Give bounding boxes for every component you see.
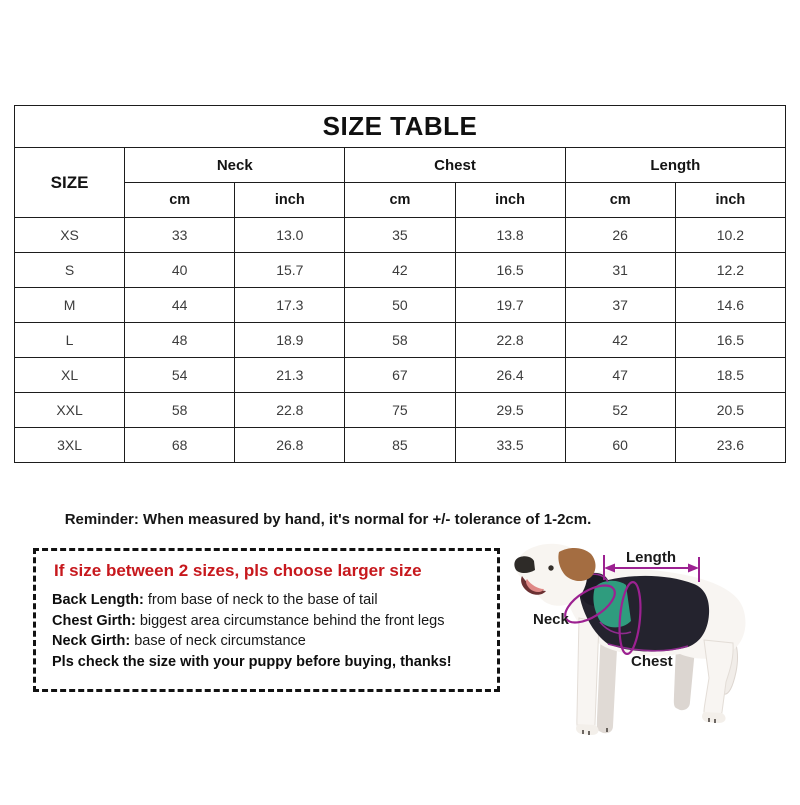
- note-footer: Pls check the size with your puppy before buying, thanks!: [52, 653, 452, 670]
- note-back-length-label: Back Length:: [52, 592, 144, 608]
- cell-length-cm: 37: [565, 288, 675, 323]
- cell-neck-cm: 68: [125, 428, 235, 463]
- cell-chest-inch: 33.5: [455, 428, 565, 463]
- table-unit-header-row: [15, 183, 786, 218]
- cell-size: XS: [15, 218, 125, 253]
- cell-neck-inch: 13.0: [235, 218, 345, 253]
- cell-neck-cm: 40: [125, 253, 235, 288]
- cell-length-inch: 12.2: [675, 253, 785, 288]
- cell-length-cm: 26: [565, 218, 675, 253]
- cell-neck-cm: 48: [125, 323, 235, 358]
- cell-neck-inch: 17.3: [235, 288, 345, 323]
- cell-neck-inch: 21.3: [235, 358, 345, 393]
- cell-chest-inch: 26.4: [455, 358, 565, 393]
- cell-neck-inch: 26.8: [235, 428, 345, 463]
- cell-length-inch: 10.2: [675, 218, 785, 253]
- table-row: [15, 428, 786, 463]
- cell-size: S: [15, 253, 125, 288]
- column-header-chest: Chest: [345, 148, 565, 183]
- note-chest-girth-label: Chest Girth:: [52, 612, 136, 629]
- cell-chest-cm: 42: [345, 253, 455, 288]
- cell-length-inch: 23.6: [675, 428, 785, 463]
- table-row: [15, 288, 786, 323]
- cell-size: M: [15, 288, 125, 323]
- size-table: [14, 105, 786, 463]
- cell-chest-inch: 16.5: [455, 253, 565, 288]
- column-header-neck: Neck: [125, 148, 345, 183]
- cell-chest-inch: 22.8: [455, 323, 565, 358]
- dog-front-leg: [577, 618, 599, 731]
- note-chest-girth: [52, 611, 487, 632]
- cell-length-cm: 42: [565, 323, 675, 358]
- table-row: [15, 218, 786, 253]
- cell-neck-cm: 58: [125, 393, 235, 428]
- cell-size: XXL: [15, 393, 125, 428]
- tolerance-reminder-text: Reminder: When measured by hand, it's normal for +/- tolerance of 1-2cm.: [64, 511, 592, 528]
- note-back-length-text: from base of neck to the base of tail: [147, 592, 378, 608]
- cell-chest-inch: 29.5: [455, 393, 565, 428]
- table-group-header-row: [15, 148, 786, 183]
- note-chest-girth-text: biggest area circumstance behind the front legs: [139, 612, 445, 629]
- column-header-size: SIZE: [15, 148, 125, 218]
- cell-neck-cm: 54: [125, 358, 235, 393]
- table-row: [15, 393, 786, 428]
- table-row: [15, 253, 786, 288]
- unit-header-chest-inch: inch: [455, 183, 565, 218]
- cell-neck-cm: 44: [125, 288, 235, 323]
- note-neck-girth-label: Neck Girth:: [52, 633, 131, 649]
- cell-chest-cm: 85: [345, 428, 455, 463]
- cell-neck-inch: 15.7: [235, 253, 345, 288]
- unit-header-neck-inch: inch: [235, 183, 345, 218]
- cell-neck-cm: 33: [125, 218, 235, 253]
- note-back-length: [52, 590, 487, 611]
- cell-chest-cm: 67: [345, 358, 455, 393]
- sizing-note-box: [33, 548, 500, 692]
- cell-chest-cm: 58: [345, 323, 455, 358]
- cell-length-inch: 14.6: [675, 288, 785, 323]
- unit-header-neck-cm: cm: [125, 183, 235, 218]
- note-neck-girth: [52, 631, 487, 652]
- chest-label: Chest: [631, 653, 673, 670]
- dog-illustration: [500, 530, 800, 800]
- neck-label: Neck: [533, 611, 569, 628]
- table-row: [15, 358, 786, 393]
- page-title: SIZE TABLE: [15, 106, 786, 148]
- cell-neck-inch: 18.9: [235, 323, 345, 358]
- table-row: [15, 323, 786, 358]
- cell-length-cm: 47: [565, 358, 675, 393]
- length-label: Length: [626, 549, 676, 566]
- dog-nose: [514, 556, 535, 573]
- cell-size: 3XL: [15, 428, 125, 463]
- dog-measurement-diagram: [500, 530, 800, 800]
- cell-chest-inch: 13.8: [455, 218, 565, 253]
- length-arrowhead-right: [688, 564, 699, 573]
- note-neck-girth-text: base of neck circumstance: [134, 633, 306, 649]
- table-title-row: [15, 106, 786, 148]
- cell-chest-cm: 35: [345, 218, 455, 253]
- cell-length-inch: 20.5: [675, 393, 785, 428]
- unit-header-length-cm: cm: [565, 183, 675, 218]
- cell-chest-cm: 75: [345, 393, 455, 428]
- column-header-length: Length: [565, 148, 785, 183]
- cell-size: XL: [15, 358, 125, 393]
- cell-chest-inch: 19.7: [455, 288, 565, 323]
- cell-length-inch: 16.5: [675, 323, 785, 358]
- note-headline: If size between 2 sizes, pls choose larger size: [54, 561, 422, 580]
- dog-front-paw: [576, 724, 599, 735]
- unit-header-length-inch: inch: [675, 183, 785, 218]
- cell-length-cm: 52: [565, 393, 675, 428]
- unit-header-chest-cm: cm: [345, 183, 455, 218]
- cell-chest-cm: 50: [345, 288, 455, 323]
- cell-neck-inch: 22.8: [235, 393, 345, 428]
- cell-length-inch: 18.5: [675, 358, 785, 393]
- dog-rear-paw: [702, 712, 726, 723]
- cell-size: L: [15, 323, 125, 358]
- cell-length-cm: 60: [565, 428, 675, 463]
- cell-length-cm: 31: [565, 253, 675, 288]
- dog-eye: [548, 565, 553, 570]
